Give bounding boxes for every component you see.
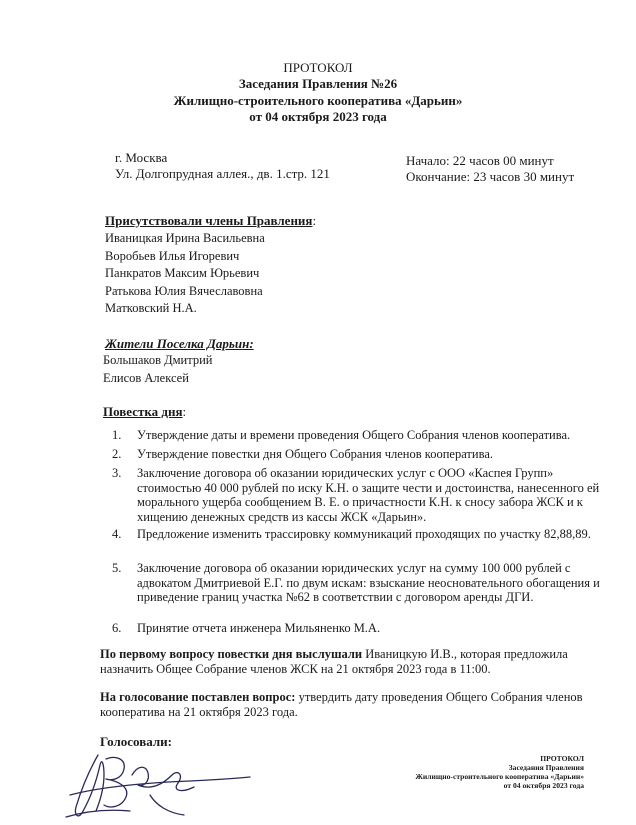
board-member: Панкратов Максим Юрьевич [105,266,260,280]
agenda-item-number: 6. [112,621,122,635]
agenda-item-number: 2. [112,447,122,461]
agenda-item-text: Утверждение даты и времени проведения Общего Собрания членов кооператива. [137,428,571,442]
resident-name: Большаков Дмитрий [103,353,213,367]
organization-title: Жилищно-строительного кооператива «Дарьин» [173,93,463,108]
stamp-title: ПРОТОКОЛ [540,754,584,763]
agenda-item-text: Принятие отчета инженера Мильяненко М.А. [137,621,381,635]
vote-question-text: утвердить дату проведения Общего Собрания членов кооператива на 21 октября 2023 года. [100,690,583,719]
end-time: Окончание: 23 часов 30 минут [406,169,575,184]
agenda-item-text: Заключение договора об оказании юридических услуг с ООО «Каспея Групп» стоимостью 40 000 рублей по иску К.Н. о защите чести и достоинства, нанесенного ей морального ущерба сообщением В. Е. о причастности К.Н. к сносу забора ЖСК и к хищению денежных средств из кассы ЖСК «Дарьин». [137,466,600,524]
agenda-item-text: Предложение изменить трассировку коммуникаций проходящих по участку 82,88,89. [137,527,591,541]
agenda-item-text: Утверждение повестки дня Общего Собрания членов кооператива. [137,447,493,461]
board-member: Ратькова Юлия Вячеславовна [105,284,263,298]
stamp-meeting: Заседания Правления [508,763,584,772]
agenda-heading: Повестка дня: [103,404,187,419]
agenda-item-number: 1. [112,428,122,442]
vote-question-paragraph [100,690,600,720]
board-member: Матковский Н.А. [105,301,197,315]
agenda-item-number: 3. [112,466,122,480]
city: г. Москва [115,150,168,165]
board-heading: Присутствовали члены Правления: [105,213,317,228]
agenda-item-number: 4. [112,527,122,541]
vote-question-lead: На голосование поставлен вопрос: [100,690,296,704]
board-member: Иваницкая Ирина Васильевна [105,231,265,245]
first-question-lead: По первому вопросу повестки дня выслушали [100,647,363,661]
resident-name: Елисов Алексей [103,371,189,385]
meeting-title: Заседания Правления №26 [238,76,398,91]
meeting-date: от 04 октября 2023 года [249,109,387,124]
agenda-item-text: Заключение договора об оказании юридических услуг на сумму 100 000 рублей с адвокатом Дмитриевой Е.Г. по двум искам: взыскание неосновательного обогащения и приведение границ участка №62 в соответствии с договором аренды ДГИ. [137,561,600,605]
stamp-organization: Жилищно-строительного кооператива «Дарьин» [415,772,584,781]
board-member: Воробьев Илья Игоревич [105,249,240,263]
start-time: Начало: 22 часов 00 минут [406,153,554,168]
first-question-text: Иваницкую И.В., которая предложила назначить Общее Собрание членов ЖСК на 21 октября 2023 года в 11:00. [100,647,568,676]
residents-heading: Жители Поселка Дарьин: [105,336,254,351]
agenda-item-number: 5. [112,561,122,575]
stamp-date: от 04 октября 2023 года [503,781,584,790]
first-question-paragraph [100,647,600,677]
address: Ул. Долгопрудная аллея., дв. 1.стр. 121 [115,166,330,181]
doc-type-title: ПРОТОКОЛ [283,60,353,75]
voted-heading: Голосовали: [100,734,172,749]
handwritten-signature [60,735,260,825]
